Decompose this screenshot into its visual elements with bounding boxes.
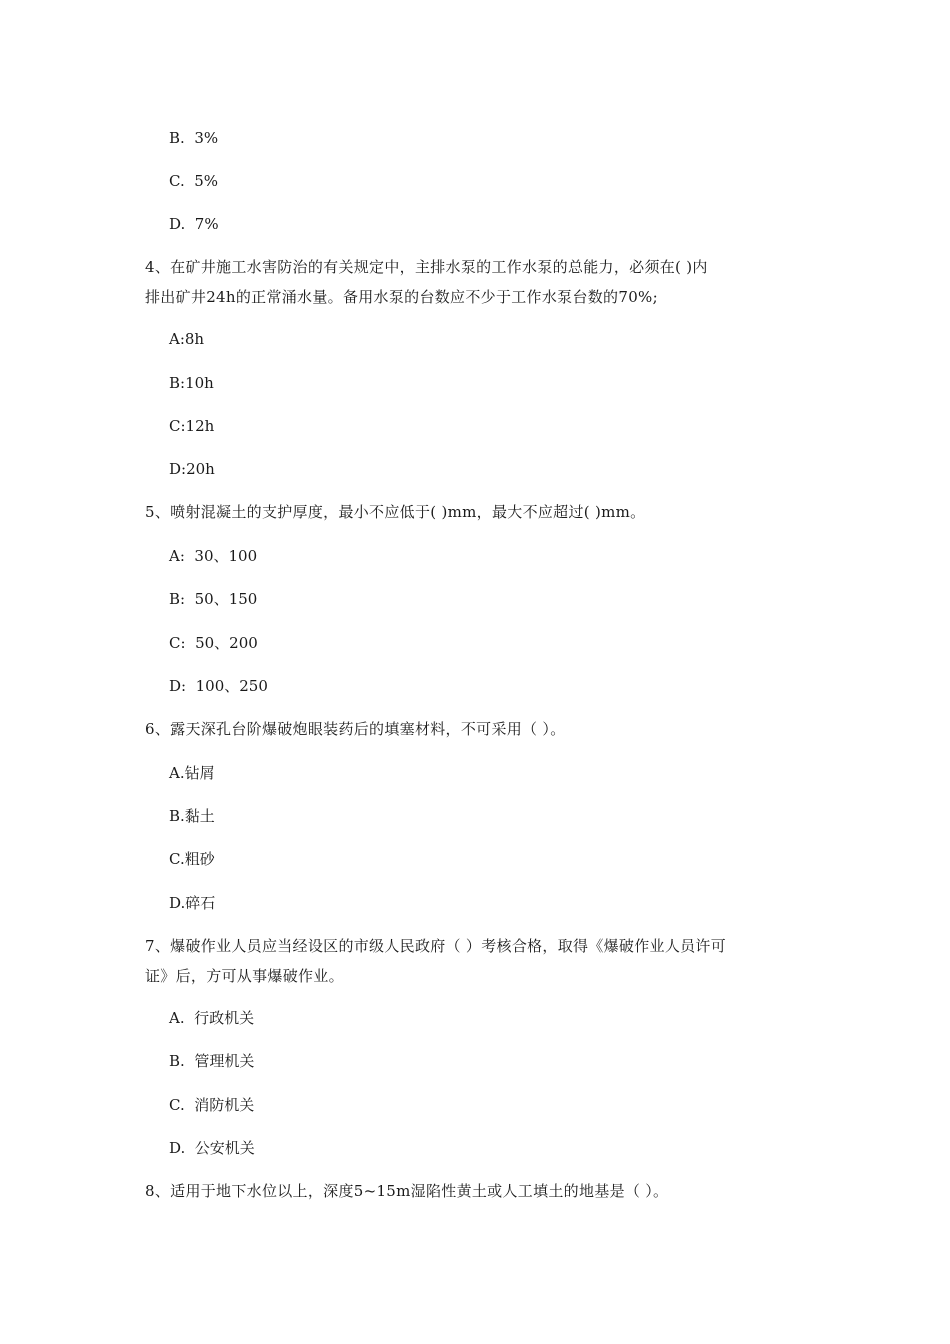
q6-option-b: B.黏土 xyxy=(169,807,215,825)
q3-option-b: B. 3% xyxy=(169,129,219,147)
q4-option-a: A:8h xyxy=(169,330,205,348)
q5-text: 5、喷射混凝土的支护厚度，最小不应低于( )mm，最大不应超过( )mm。 xyxy=(145,503,646,521)
q4-option-b: B:10h xyxy=(169,374,214,392)
q6-option-d: D.碎石 xyxy=(169,894,216,912)
q6-text: 6、露天深孔台阶爆破炮眼装药后的填塞材料，不可采用（ ）。 xyxy=(145,720,566,738)
q6-option-a: A.钻屑 xyxy=(169,764,215,782)
q3-option-d: D. 7% xyxy=(169,215,219,233)
q7-option-b: B. 管理机关 xyxy=(169,1052,255,1070)
q4-text-line2: 排出矿井24h的正常涌水量。备用水泵的台数应不少于工作水泵台数的70%; xyxy=(145,288,658,306)
q4-option-d: D:20h xyxy=(169,460,215,478)
q4-option-c: C:12h xyxy=(169,417,215,435)
q5-option-c: C: 50、200 xyxy=(169,634,258,652)
q7-option-d: D. 公安机关 xyxy=(169,1139,255,1157)
q7-option-a: A. 行政机关 xyxy=(169,1009,255,1027)
q8-text: 8、适用于地下水位以上，深度5~15m湿陷性黄土或人工填土的地基是（ ）。 xyxy=(145,1182,669,1200)
q3-option-c: C. 5% xyxy=(169,172,219,190)
q4-text-line1: 4、在矿井施工水害防治的有关规定中，主排水泵的工作水泵的总能力，必须在( )内 xyxy=(145,258,708,276)
q5-option-d: D: 100、250 xyxy=(169,677,268,695)
q7-text-line2: 证》后，方可从事爆破作业。 xyxy=(145,967,344,985)
q5-option-a: A: 30、100 xyxy=(169,547,258,565)
q7-option-c: C. 消防机关 xyxy=(169,1096,255,1114)
q5-option-b: B: 50、150 xyxy=(169,590,258,608)
q6-option-c: C.粗砂 xyxy=(169,850,215,868)
q7-text-line1: 7、爆破作业人员应当经设区的市级人民政府（ ）考核合格，取得《爆破作业人员许可 xyxy=(145,937,727,955)
